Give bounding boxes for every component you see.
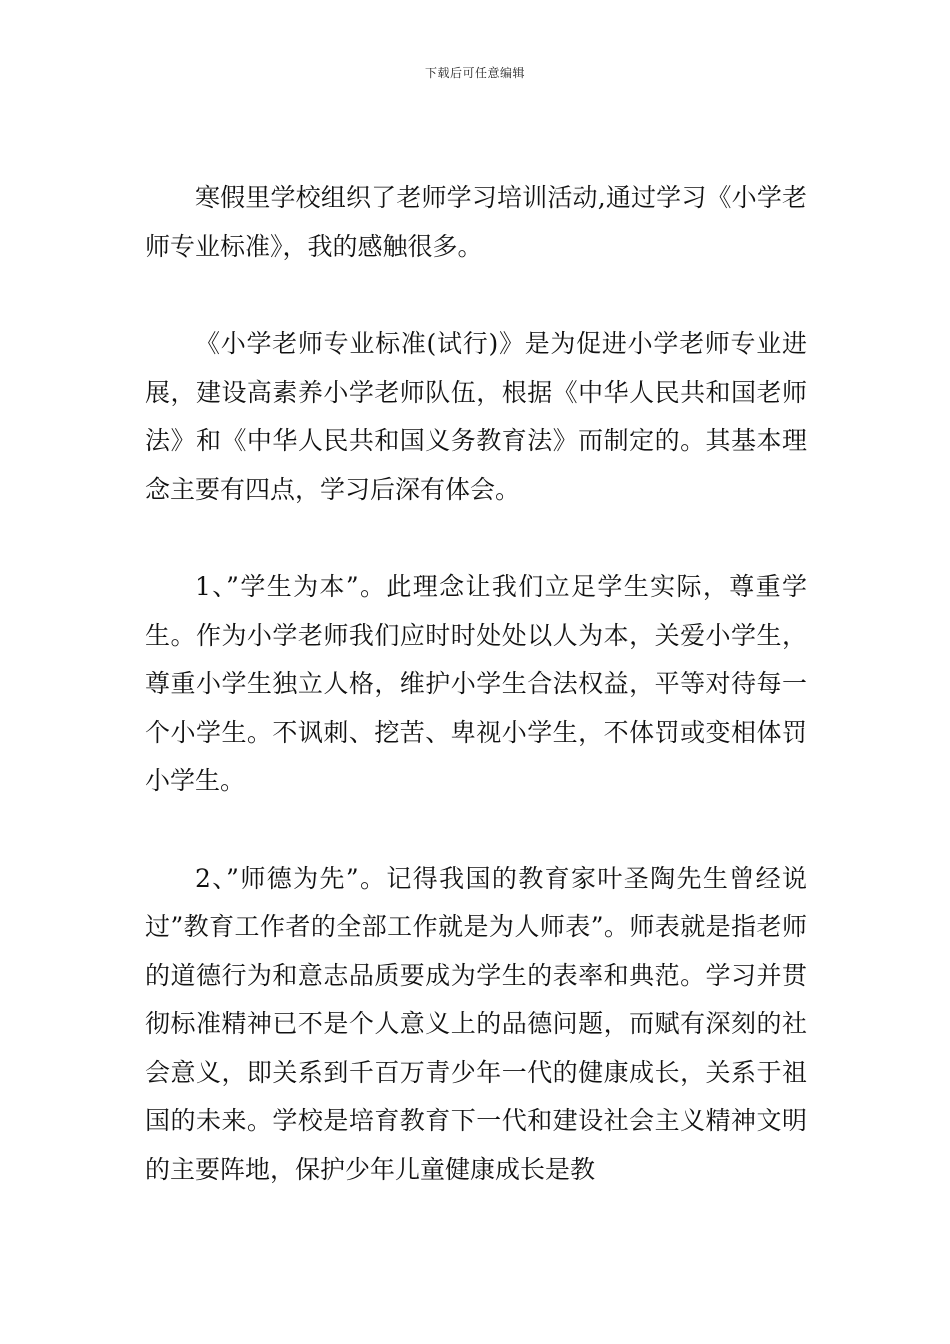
paragraph-student-centered: 1、”学生为本”。此理念让我们立足学生实际，尊重学生。作为小学老师我们应时时处处以人为本，关爱小学生，尊重小学生独立人格，维护小学生合法权益，平等对待每一个小学生。不讽刺、挖苦、卑视小学生，不体罚或变相体罚小学生。	[145, 572, 807, 795]
paragraph-intro: 寒假里学校组织了老师学习培训活动,通过学习《小学老师专业标准》，我的感触很多。	[145, 183, 807, 261]
document-body	[145, 174, 807, 1194]
page-header-note: 下载后可任意编辑	[424, 66, 525, 80]
paragraph-standard-overview: 《小学老师专业标准(试行)》是为促进小学老师专业进展，建设高素养小学老师队伍，根据《中华人民共和国老师法》和《中华人民共和国义务教育法》而制定的。其基本理念主要有四点，学习后深有体会。	[145, 329, 807, 504]
paragraph-ethics-first: 2、”师德为先”。记得我国的教育家叶圣陶先生曾经说过”教育工作者的全部工作就是为人师表”。师表就是指老师的道德行为和意志品质要成为学生的表率和典范。学习并贯彻标准精神已不是个人意义上的品德问题，而赋有深刻的社会意义，即关系到千百万青少年一代的健康成长，关系于祖国的未来。学校是培育教育下一代和建设社会主义精神文明的主要阵地，保护少年儿童健康成长是教	[145, 863, 807, 1184]
